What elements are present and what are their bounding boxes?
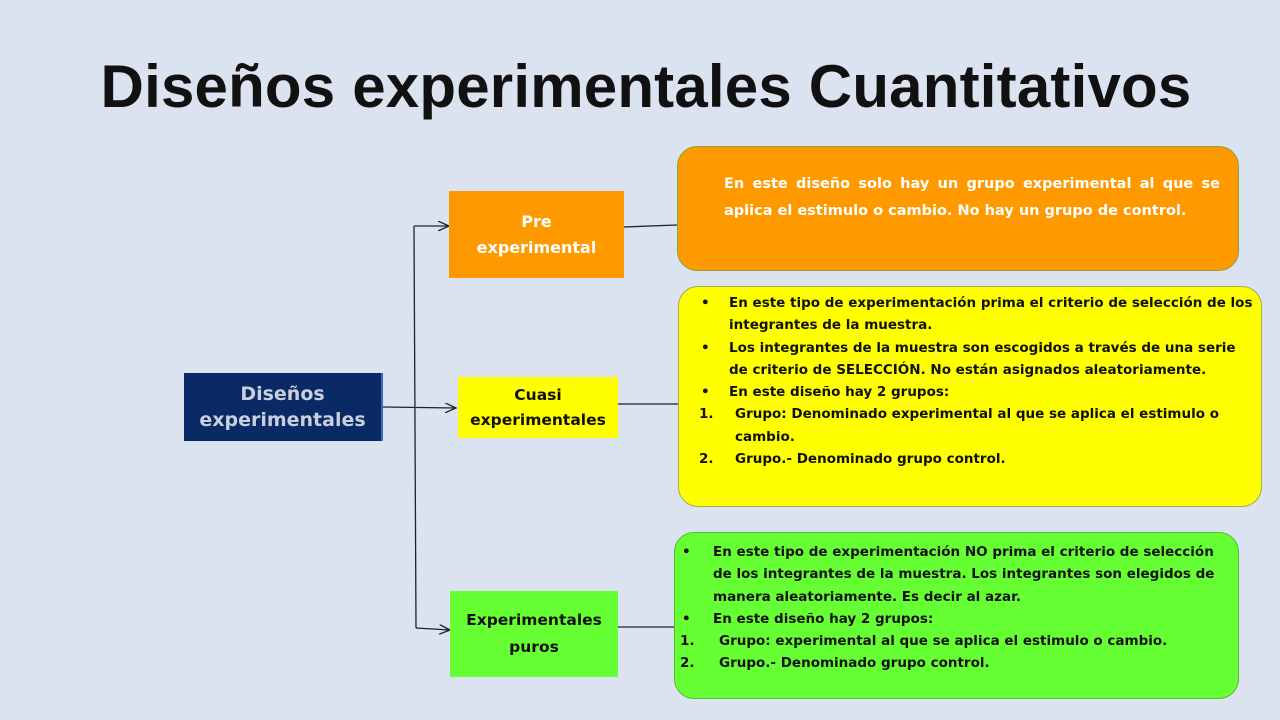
numbered-item-text: Grupo: experimental al que se aplica el estimulo o cambio.	[719, 633, 1168, 650]
description-cuasi-experimentales	[678, 286, 1262, 507]
node-puros-label-line-1: Experimentales	[466, 611, 602, 629]
list-item-text: En este diseño hay 2 grupos:	[713, 610, 934, 627]
numbered-item	[680, 630, 1226, 652]
link-pre-description	[624, 225, 677, 227]
number-marker: 1.	[680, 633, 695, 650]
description-pre-experimental	[677, 146, 1239, 271]
node-cuasi-label-line-1: Cuasi	[514, 385, 562, 404]
numbered-item-text: Grupo: Denominado experimental al que se aplica el estimulo o cambio.	[735, 406, 1219, 445]
number-marker: 2.	[680, 655, 695, 672]
root-node-disenos-experimentales	[184, 373, 383, 441]
list-item	[699, 337, 1253, 382]
page-title: Diseños experimentales Cuantitativos	[100, 53, 1192, 120]
numbered-item-text: Grupo.- Denominado grupo control.	[735, 451, 1006, 468]
node-pre-label-line-1: Pre	[521, 211, 552, 231]
root-label-line-1: Diseños	[240, 383, 325, 405]
arrow-to-cuasi	[383, 407, 456, 408]
list-item	[699, 381, 1253, 403]
node-cuasi-label-line-2: experimentales	[470, 410, 606, 429]
list-item	[699, 292, 1253, 337]
list-item	[680, 608, 1226, 630]
description-experimentales-puros	[674, 532, 1239, 699]
bullet-marker: •	[682, 544, 691, 560]
numbered-item-text: Grupo.- Denominado grupo control.	[719, 655, 990, 672]
list-item-text: Los integrantes de la muestra son escogidos a través de una serie de criterio de SELECCIÓN. No están asignados aleatoriamente.	[729, 339, 1236, 378]
bullet-marker: •	[682, 610, 691, 627]
node-experimentales-puros	[450, 591, 618, 677]
node-pre-experimental	[449, 191, 624, 278]
node-pre-label-line-2: experimental	[476, 237, 597, 257]
trunk-line	[414, 226, 416, 628]
number-marker: 1.	[699, 406, 714, 423]
bullet-marker: •	[701, 295, 710, 311]
list-item	[680, 541, 1226, 608]
bullet-marker: •	[701, 384, 710, 401]
root-label-line-2: experimentales	[199, 409, 366, 431]
node-puros-label-line-2: puros	[509, 638, 559, 656]
numbered-item	[680, 652, 1226, 674]
node-cuasi-experimentales	[458, 377, 618, 438]
numbered-item	[699, 403, 1253, 448]
description-pre-text: En este diseño solo hay un grupo experimental al que se aplica el estimulo o cambio. No hay un grupo de control.	[724, 176, 1220, 219]
list-item-text: En este tipo de experimentación prima el criterio de selección de los integrantes de la muestra.	[729, 295, 1253, 334]
number-marker: 2.	[699, 451, 714, 468]
arrow-to-puros	[416, 628, 450, 630]
bullet-marker: •	[701, 339, 710, 356]
list-item-text: En este diseño hay 2 grupos:	[729, 384, 950, 401]
list-item-text: En este tipo de experimentación NO prima el criterio de selección de los integrantes de la muestra. Los integrantes son elegidos de manera aleatoriamente. Es decir al azar.	[713, 544, 1215, 605]
numbered-item	[699, 448, 1253, 470]
